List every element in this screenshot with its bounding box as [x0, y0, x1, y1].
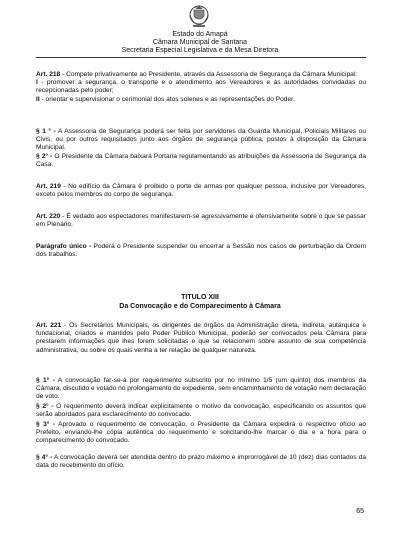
- art-221-paragraph-3: [36, 421, 366, 446]
- art-221-text: - Os Secretários Municipais, os dirigentes de órgãos da Administração direta, indireta, autárquica e fundacional, criados e mantidos pelo Poder Público Municipal, poderão ser convocados pela Câmara para prestarem informações que lhes forem solicitadas e que se relacionem sobre assunto de sua competência administrativa, ou sobre os quais venha a ter relação de qualquer natureza.: [36, 322, 366, 354]
- art-221-paragraph-1: [36, 377, 366, 402]
- art-221-p2-text: O requerimento deverá indicar explicitamente o motivo da convocação, especificando os assuntos que serão abordados para esclarecimento do convocado.: [36, 403, 366, 419]
- sole-paragraph-label: Parágrafo único -: [36, 243, 92, 250]
- art-219-text: - No edifício da Câmara é proibido o porte de armas por qualquer pessoa, inclusive por Vereadores, exceto pelos membros do corpo de segurança.: [36, 183, 366, 199]
- art-221-paragraph-2: [36, 403, 366, 419]
- art-218-item2-text: - orientar e supervisionar o cerimonial dos atos solenes e as representações do Poder.: [39, 95, 295, 103]
- art-220-label: Art. 220: [36, 213, 61, 220]
- art-221-paragraph-4: [36, 454, 366, 470]
- art-219-label: Art. 219: [36, 183, 61, 190]
- header-rule: [36, 57, 366, 58]
- paragraph-1-text: A Assessoria de Segurança poderá ser feita por servidores da Guarda Municipal, Policiais Militares ou Civis, ou por outros requisitados junto aos órgãos de segurança pública, postos à disposição da Câmara Municipal.: [36, 128, 366, 152]
- art-221-label: Art. 221: [36, 322, 62, 329]
- header-secretariat: Secretaria Especial Legislativa e da Mesa Diretora: [121, 47, 279, 54]
- art-218: [36, 71, 366, 104]
- title-number: TITULO XIII: [181, 294, 219, 301]
- art-220-sole-paragraph: [36, 243, 366, 259]
- art-221: [36, 322, 366, 355]
- art-220-text: - É vedado aos espectadores manifestarem-se agressivamente e ofensivamente sobre o que se passar em Plenário.: [36, 213, 366, 229]
- art-221-p1-text: A convocação far-se-á por requerimento subscrito por no mínimo 1/5 (um quinto) dos membros da Câmara, discutido e votado no prolongamento do expediente, sem encaminhamento de votação nem declaração de voto.: [36, 377, 366, 401]
- coat-of-arms-icon: [186, 3, 212, 29]
- art-219: [36, 183, 366, 199]
- header-chamber: Câmara Municipal de Santana: [152, 39, 248, 46]
- art-218-paragraph-2: [36, 153, 366, 169]
- paragraph-2-text: O Presidente da Câmara baixará Portaria regulamentando as atribuições da Assessoria de Segurança da Casa.: [36, 153, 366, 169]
- art-220: [36, 213, 366, 229]
- art-218-item2-label: II: [36, 95, 40, 103]
- art-221-p1-label: § 1° -: [36, 377, 55, 384]
- art-221-p4-text: A convocação deverá ser atendida dentro do prazo máximo e improrrogável de 10 (dez) dias contados da data do recebimento do ofício.: [36, 454, 366, 470]
- sole-paragraph-text: Poderá o Presidente suspender ou encerrar a Sessão nos casos de perturbação da Ordem dos trabalhos.: [36, 243, 366, 259]
- art-218-label: Art. 218: [36, 71, 61, 78]
- art-218-paragraph-1: [36, 128, 366, 153]
- art-218-text: - Compete privativamente ao Presidente, através da Assessoria de Segurança da Câmara Municipal:: [60, 71, 358, 78]
- page-number: 65: [356, 508, 364, 515]
- art-221-p3-label: § 3° -: [36, 421, 56, 428]
- title-name: Da Convocação e do Comparecimento à Câmara: [119, 303, 281, 310]
- art-221-p3-text: Aprovado o requerimento de convocação, o Presidente da Câmara expedirá o respectivo ofício ao Prefeito, enviando-lhe cópia autêntica do requerimento e solicitando-lhe marcar o dia e a hora para o comparecimento do convocado.: [36, 421, 366, 445]
- art-221-p4-label: § 4° -: [36, 454, 53, 461]
- art-218-item1-text: - promover a segurança, o transporte e o atendimento aos Vereadores e às autoridades convidadas ou recepcionadas pelo poder;: [36, 79, 366, 95]
- art-218-item1-label: I: [36, 79, 38, 87]
- paragraph-1-label: § 1 ° -: [36, 128, 56, 135]
- paragraph-2-label: § 2° -: [36, 153, 53, 160]
- art-221-p2-label: § 2° -: [36, 403, 54, 410]
- header-state: Estado do Amapá: [172, 31, 228, 38]
